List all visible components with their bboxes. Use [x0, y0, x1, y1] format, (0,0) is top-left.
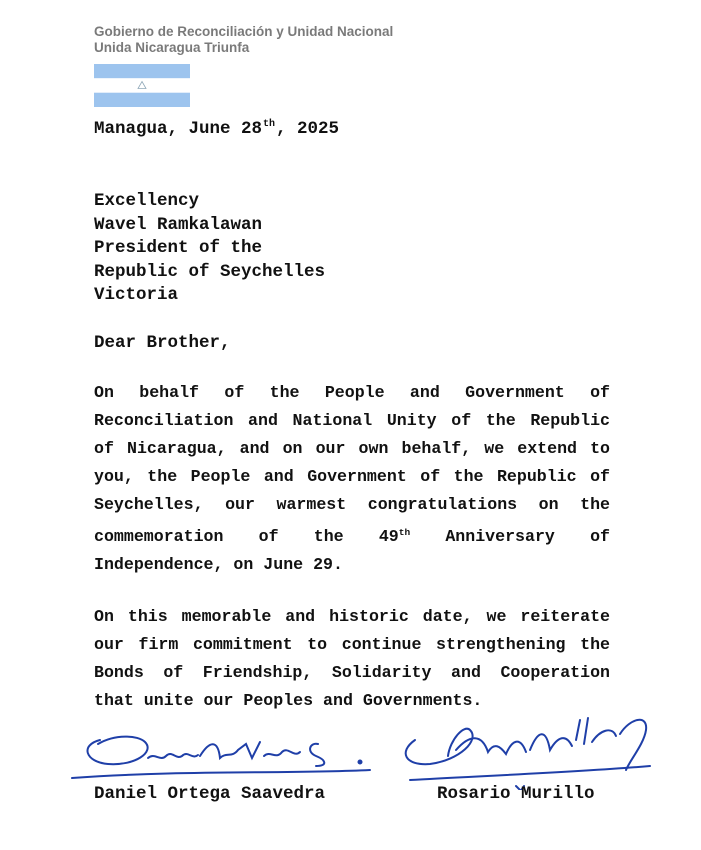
address-line: Victoria — [94, 285, 179, 305]
signer-name-2: Rosario Murillo — [437, 784, 595, 804]
nicaragua-flag-icon — [94, 64, 190, 107]
signature-ortega — [72, 737, 370, 778]
address-line: Excellency — [94, 191, 200, 211]
address-line: President of the — [94, 238, 263, 258]
letterhead-government: Gobierno de Reconciliación y Unidad Nacional — [94, 24, 394, 39]
signatures-image — [60, 700, 660, 790]
letterhead-slogan: Unida Nicaragua Triunfa — [94, 40, 250, 55]
address-line: Wavel Ramkalawan — [94, 214, 263, 235]
signature-murillo — [406, 718, 650, 790]
signer-name-1: Daniel Ortega Saavedra — [94, 784, 326, 804]
body-paragraph-1: On behalf of the People and Government of Reconciliation and National Unity of the Republic of Nicaragua, and on our own behalf, we extend to you, the People and Government of the Republic of Seychelles, our warmest congratulations on the commemoration of the 49th Anniversary of Independence, on June 29. — [94, 383, 610, 574]
flag-top-stripe — [94, 64, 190, 78]
letterhead — [94, 24, 393, 56]
body-paragraph-2: On this memorable and historic date, we reiterate our firm commitment to continue strengthening the Bonds of Friendship, Solidarity and Cooperation that unite our Peoples and Governments. — [94, 607, 610, 710]
recipient-address — [94, 190, 325, 308]
letter-date: Managua, June 28th, 2025 — [94, 119, 340, 139]
flag-middle-stripe — [94, 78, 190, 92]
salutation: Dear Brother, — [94, 333, 231, 353]
flag-bottom-stripe — [94, 93, 190, 107]
address-line: Republic of Seychelles — [94, 261, 326, 282]
